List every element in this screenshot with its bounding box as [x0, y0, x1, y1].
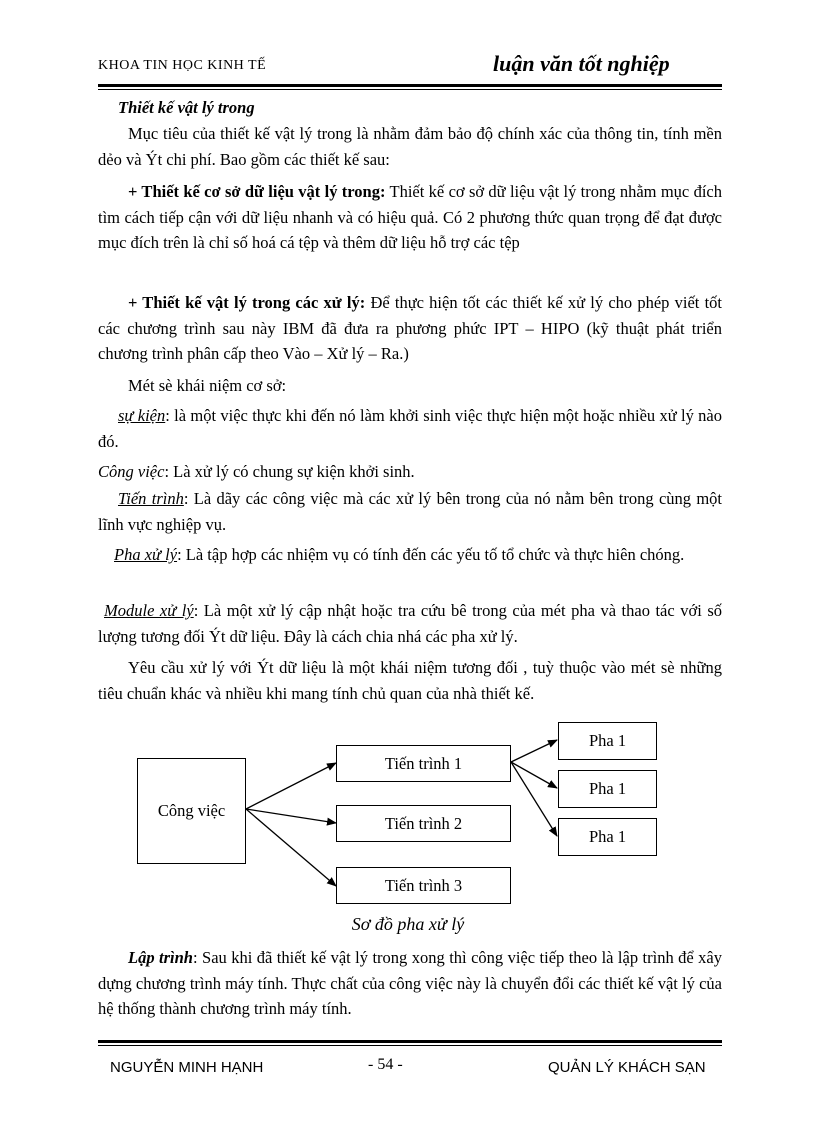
- phase-box-1: [558, 722, 657, 760]
- process-design-body: Để thực hiện tốt các thiết kế xử lý cho phép viết tốt các chương trình sau này IBM đã đưa ra phương phức IPT – HIPO (kỹ thuật phát triển chương trình phân cấp theo Vào – Xử lý – Ra.): [98, 293, 723, 363]
- process-label-3: Tiến trình 3: [384, 875, 463, 895]
- arrow-process-1-to-phase-c: [511, 762, 557, 836]
- database-design-lead: + Thiết kế cơ sở dữ liệu vật lý trong:: [128, 182, 386, 201]
- definition-process-body: : Là dãy các công việc mà các xử lý bên trong của nó nằm bên trong cùng một lĩnh vực nghiệp vụ.: [98, 489, 723, 534]
- phase-label-1: Pha 1: [588, 731, 627, 750]
- paragraph-concepts-intro: Mét sè khái niệm cơ sở:: [128, 376, 287, 395]
- process-design-lead: + Thiết kế vật lý trong các xử lý:: [128, 293, 366, 312]
- paragraph-requirement: Yêu cầu xử lý với Ýt dữ liệu là một khái niệm tương đối , tuỳ thuộc vào mét sè những tiêu chuẩn khác và nhiều khi mang tính chủ quan của nhà thiết kế.: [98, 658, 722, 703]
- footer-project: QUẢN LÝ KHÁCH SẠN: [548, 1059, 706, 1076]
- programming-lead: Lập trình: [128, 948, 193, 967]
- process-box-3: [336, 867, 511, 904]
- page-number: - 54 -: [368, 1056, 403, 1073]
- header-faculty: KHOA TIN HỌC KINH TẾ: [98, 58, 267, 73]
- arrow-process-1-to-phase-b: [511, 762, 557, 788]
- database-design-body: Thiết kế cơ sở dữ liệu vật lý trong nhằm mục đích tìm cách tiếp cận với dữ liệu nhanh và có hiệu quả. Có 2 phương thức quan trọng để đạt được mục đích trên là chỉ số hoá cá tệp và thêm dữ liệu hỗ trợ các tệp: [98, 182, 722, 252]
- definition-module-term: Module xử lý: [104, 601, 194, 620]
- definition-phase-term: Pha xử lý: [114, 545, 178, 564]
- definition-job-term: Công việc: [98, 462, 165, 481]
- definition-event-term: sự kiện: [118, 406, 166, 425]
- footer-rule-thin: [98, 1045, 722, 1046]
- process-box-2: [336, 805, 511, 842]
- process-box-1: [336, 745, 511, 782]
- arrow-job-to-process-1: [246, 763, 336, 809]
- process-label-1: Tiến trình 1: [384, 753, 463, 773]
- section-title: Thiết kế vật lý trong: [118, 98, 255, 117]
- job-box: [137, 758, 246, 864]
- definition-phase-body: : Là tập hợp các nhiệm vụ có tính đến các yếu tố tổ chức và thực hiên chóng.: [177, 545, 685, 564]
- definition-job-body: : Là xử lý có chung sự kiện khởi sinh.: [164, 462, 415, 481]
- diagram-caption: Sơ đồ pha xử lý: [351, 914, 465, 934]
- definition-module-body: : Là một xử lý cập nhật hoặc tra cứu bê trong của mét pha và thao tác với số lượng tương đối Ýt dữ liệu. Đây là cách chia nhá các pha xử lý.: [98, 601, 722, 646]
- paragraph-objective: Mục tiêu của thiết kế vật lý trong là nhằm đảm bảo độ chính xác của thông tin, tính mền dẻo và Ýt chi phí. Bao gồm các thiết kế sau:: [98, 124, 722, 169]
- phase-box-3: [558, 818, 657, 856]
- phase-label-3: Pha 1: [588, 827, 627, 846]
- phase-box-2: [558, 770, 657, 808]
- arrow-process-1-to-phase-a: [511, 740, 557, 762]
- job-label: Công việc: [157, 801, 226, 820]
- footer-author: NGUYỄN MINH HẠNH: [110, 1059, 264, 1076]
- paragraph-programming: [98, 945, 722, 1022]
- definition-event-body: : là một việc thực khi đến nó làm khởi sinh việc thực hiện một hoặc nhiều xử lý nào đó.: [98, 406, 722, 451]
- header-thesis-title: luận văn tốt nghiệp: [493, 51, 670, 76]
- programming-body: : Sau khi đã thiết kế vật lý trong xong thì công việc tiếp theo là lập trình để xây dựng chương trình máy tính. Thực chất của công việc này là chuyển đổi các thiết kế vật lý của hệ thống thành chương trình máy tính.: [98, 948, 722, 1018]
- phase-label-2: Pha 1: [588, 779, 627, 798]
- footer-rule-thick: [98, 1040, 722, 1043]
- process-label-2: Tiến trình 2: [384, 813, 463, 833]
- definition-process-term: Tiến trình: [118, 489, 184, 508]
